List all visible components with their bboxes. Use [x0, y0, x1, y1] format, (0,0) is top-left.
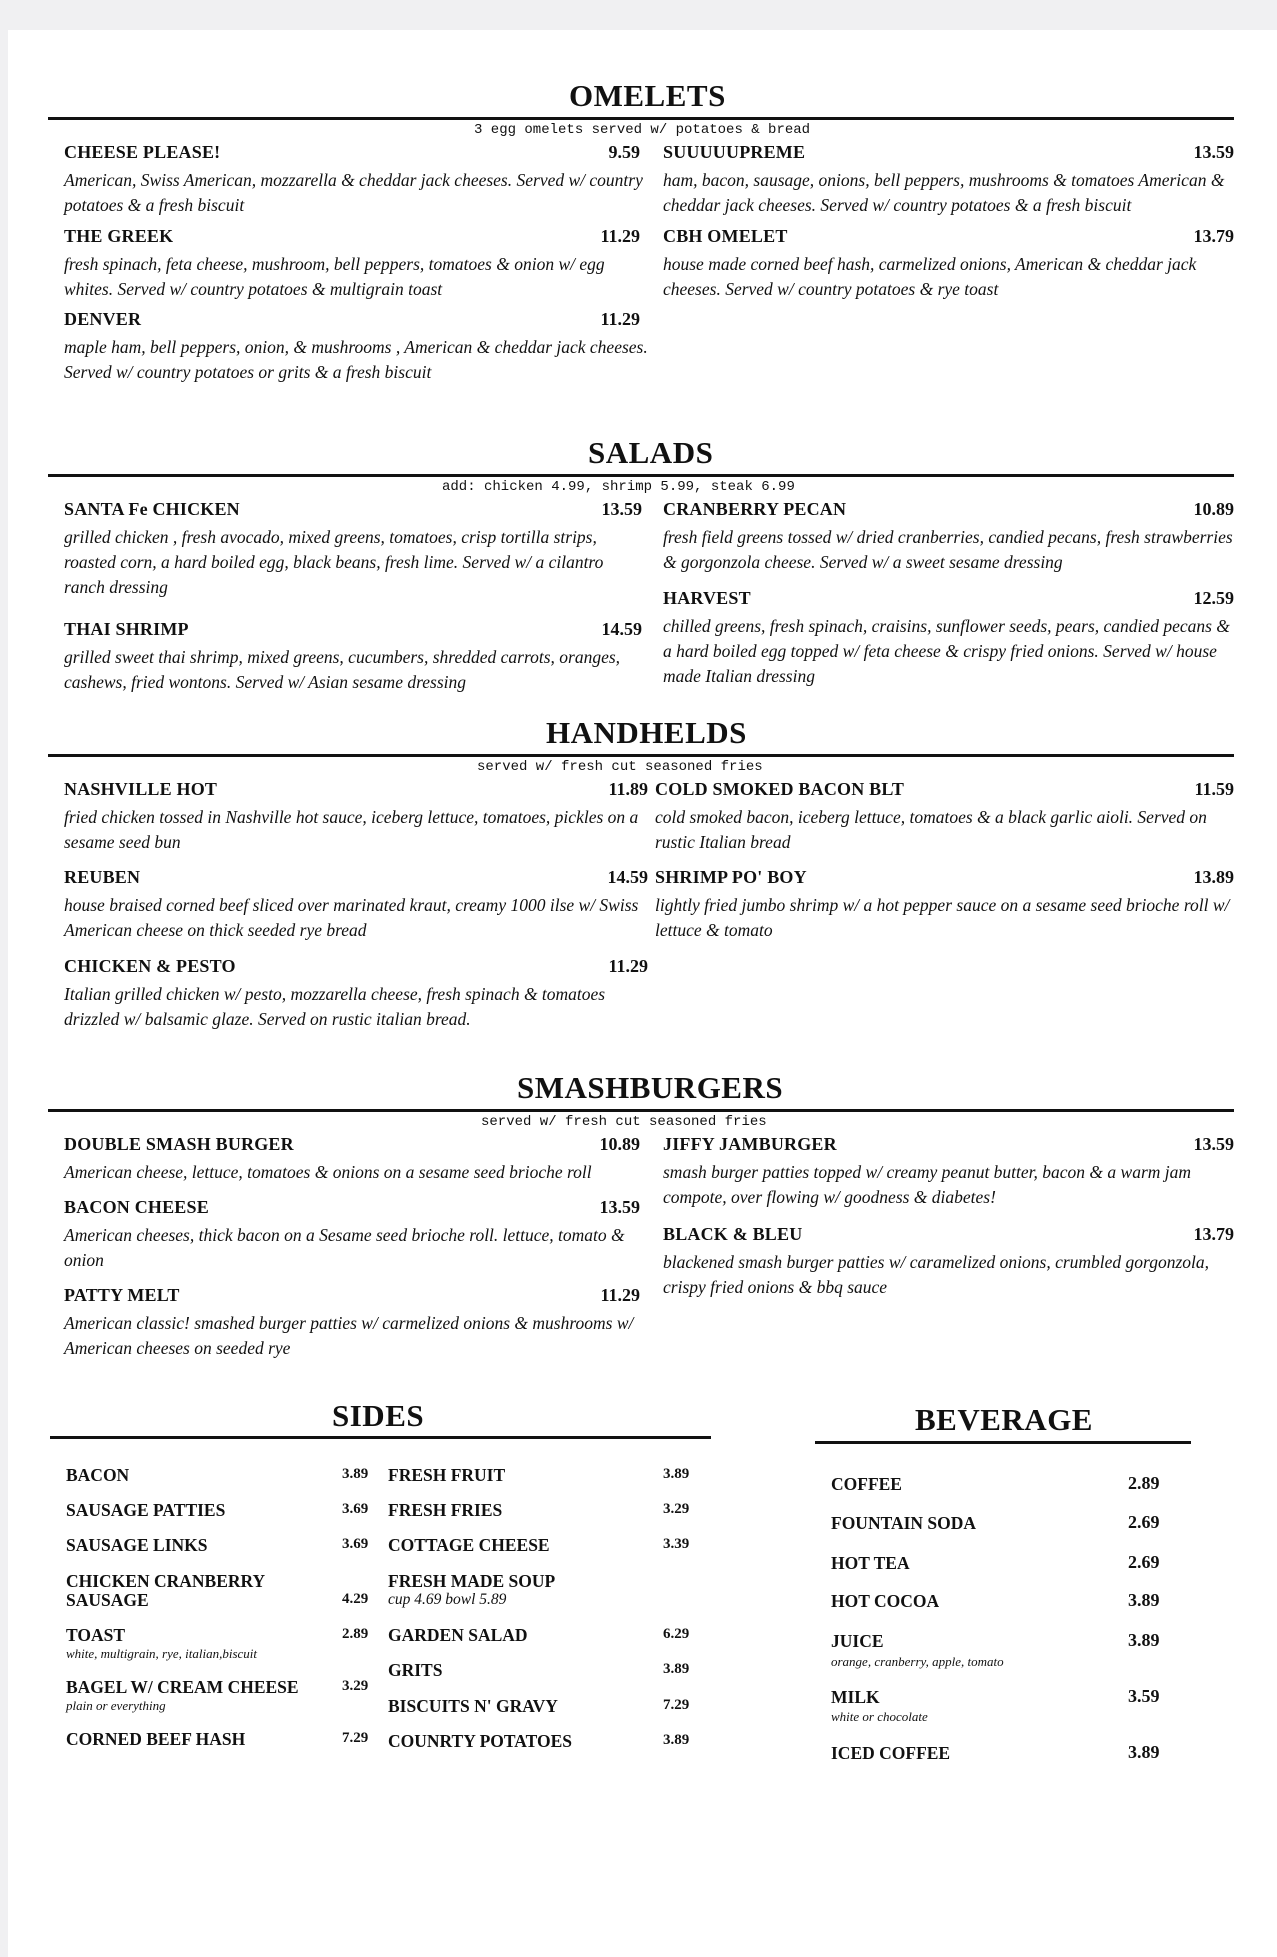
- item-price: 11.29: [600, 226, 640, 246]
- beverage-note: white or chocolate: [831, 1709, 928, 1724]
- side-name: FRESH MADE SOUP: [388, 1571, 556, 1591]
- side-price: 7.29: [663, 1697, 690, 1713]
- item-price: 11.89: [608, 779, 648, 799]
- salads-title: SALADS: [588, 435, 714, 470]
- menu-item-denver: [64, 309, 640, 337]
- item-price: 10.89: [1193, 499, 1234, 519]
- side-price: 3.89: [342, 1466, 369, 1482]
- item-description: American classic! smashed burger patties w/ carmelized onions & mushrooms w/ American cheeses on seeded rye: [64, 1313, 634, 1358]
- item-price: 13.89: [1193, 867, 1234, 887]
- item-name: SANTA Fe CHICKEN: [64, 499, 240, 519]
- item-price: 13.79: [1193, 1224, 1234, 1244]
- side-note: cup 4.69 bowl 5.89: [388, 1591, 507, 1608]
- item-name: DOUBLE SMASH BURGER: [64, 1134, 294, 1154]
- item-name: COLD SMOKED BACON BLT: [655, 779, 905, 799]
- menu-item-harvest: [663, 588, 1234, 616]
- beverage-name: HOT COCOA: [831, 1591, 940, 1611]
- omelets-rule: [48, 117, 1234, 120]
- item-price: 11.29: [608, 956, 648, 976]
- side-name: BACON: [66, 1465, 130, 1485]
- side-name: BAGEL W/ CREAM CHEESE: [66, 1677, 299, 1697]
- menu-item-double-smash-burger: [64, 1134, 640, 1162]
- side-price: 6.29: [663, 1626, 690, 1642]
- item-price: 13.59: [1193, 142, 1234, 162]
- item-name: CRANBERRY PECAN: [663, 499, 847, 519]
- item-price: 13.59: [599, 1197, 640, 1217]
- side-note: plain or everything: [66, 1698, 166, 1713]
- beverage-price: 3.89: [1128, 1590, 1160, 1610]
- side-name: GARDEN SALAD: [388, 1625, 528, 1645]
- side-name: CORNED BEEF HASH: [66, 1729, 246, 1749]
- item-price: 13.59: [601, 499, 642, 519]
- side-note: white, multigrain, rye, italian,biscuit: [66, 1646, 258, 1661]
- beverage-price: 3.59: [1128, 1686, 1160, 1706]
- smashburgers-rule: [48, 1109, 1234, 1112]
- item-price: 11.29: [600, 309, 640, 329]
- side-name-line2: SAUSAGE: [66, 1590, 149, 1610]
- side-price: 7.29: [342, 1730, 369, 1746]
- item-name: JIFFY JAMBURGER: [663, 1134, 837, 1154]
- handhelds-title: HANDHELDS: [546, 715, 747, 750]
- beverage-name: MILK: [831, 1687, 880, 1707]
- side-name: CHICKEN CRANBERRY: [66, 1571, 266, 1591]
- item-name: HARVEST: [663, 588, 751, 608]
- handhelds-rule: [48, 754, 1234, 757]
- item-description: grilled sweet thai shrimp, mixed greens, cucumbers, shredded carrots, oranges, cashews, fried wontons. Served w/ Asian sesame dressing: [64, 647, 621, 692]
- item-name: THE GREEK: [64, 226, 174, 246]
- item-description: Italian grilled chicken w/ pesto, mozzarella cheese, fresh spinach & tomatoes drizzled w/ balsamic glaze. Served on rustic italian bread.: [64, 984, 606, 1029]
- beverage-price: 2.69: [1128, 1552, 1160, 1572]
- item-name: NASHVILLE HOT: [64, 779, 218, 799]
- menu-item-cranberry-pecan: [663, 499, 1234, 527]
- item-name: DENVER: [64, 309, 142, 329]
- smashburgers-note: served w/ fresh cut seasoned fries: [481, 1114, 767, 1130]
- item-name: PATTY MELT: [64, 1285, 180, 1305]
- item-price: 10.89: [599, 1134, 640, 1154]
- beverage-name: COFFEE: [831, 1474, 902, 1494]
- side-name: COUNRTY POTATOES: [388, 1731, 572, 1751]
- side-name: FRESH FRIES: [388, 1500, 503, 1520]
- menu-item-black-bleu: [663, 1224, 1234, 1252]
- item-description: American, Swiss American, mozzarella & cheddar jack cheeses. Served w/ country potatoes & a fresh biscuit: [64, 170, 643, 215]
- menu-item-suuuuupreme: [663, 142, 1234, 170]
- item-description: cold smoked bacon, iceberg lettuce, tomatoes & a black garlic aioli. Served on rustic Italian bread: [655, 807, 1207, 852]
- item-description: fresh spinach, feta cheese, mushroom, bell peppers, tomatoes & onion w/ egg whites. Served w/ country potatoes & multigrain toast: [64, 254, 605, 299]
- menu-item-cbh-omelet: [663, 226, 1234, 254]
- beverage-rule: [815, 1441, 1191, 1444]
- side-name: GRITS: [388, 1660, 443, 1680]
- side-price: 3.89: [663, 1466, 690, 1482]
- item-description: lightly fried jumbo shrimp w/ a hot pepper sauce on a sesame seed brioche roll w/ lettuce & tomato: [655, 895, 1230, 940]
- handhelds-note: served w/ fresh cut seasoned fries: [477, 759, 763, 775]
- menu-item-patty-melt: [64, 1285, 640, 1313]
- beverage-price: 3.89: [1128, 1742, 1160, 1762]
- beverage-price: 2.89: [1128, 1473, 1160, 1493]
- item-price: 11.59: [1194, 779, 1234, 799]
- item-description: chilled greens, fresh spinach, craisins, sunflower seeds, pears, candied pecans & a hard boiled egg topped w/ feta cheese & crispy fried onions. Served w/ house made Italian dressing: [663, 616, 1230, 686]
- item-name: REUBEN: [64, 867, 141, 887]
- side-name: FRESH FRUIT: [388, 1465, 506, 1485]
- item-name: SHRIMP PO' BOY: [655, 867, 807, 887]
- side-price: 3.69: [342, 1536, 369, 1552]
- item-price: 12.59: [1193, 588, 1234, 608]
- side-price: 3.29: [342, 1678, 369, 1694]
- beverage-title: BEVERAGE: [915, 1402, 1093, 1437]
- side-price: 3.39: [663, 1536, 690, 1552]
- item-description: maple ham, bell peppers, onion, & mushrooms , American & cheddar jack cheeses. Served w/ country potatoes or grits & a fresh biscuit: [64, 337, 648, 382]
- item-price: 14.59: [601, 619, 642, 639]
- salads-rule: [48, 474, 1234, 477]
- side-name: SAUSAGE PATTIES: [66, 1500, 226, 1520]
- item-price: 13.59: [1193, 1134, 1234, 1154]
- side-price: 3.89: [663, 1661, 690, 1677]
- menu-page: [8, 30, 1277, 1957]
- sides-title: SIDES: [332, 1398, 425, 1433]
- item-name: CHEESE PLEASE!: [64, 142, 221, 162]
- side-price: 4.29: [342, 1591, 369, 1607]
- beverage-price: 2.69: [1128, 1512, 1160, 1532]
- sides-rule: [50, 1436, 711, 1439]
- menu-item-thai-shrimp: [64, 619, 642, 647]
- menu-item-reuben: [64, 867, 648, 895]
- beverage-name: FOUNTAIN SODA: [831, 1513, 977, 1533]
- beverage-price: 3.89: [1128, 1630, 1160, 1650]
- menu-item-cold-smoked-bacon-blt: [655, 779, 1234, 807]
- item-price: 13.79: [1193, 226, 1234, 246]
- side-name: SAUSAGE LINKS: [66, 1535, 208, 1555]
- menu-item-santa-fe-chicken: [64, 499, 642, 527]
- omelets-title: OMELETS: [569, 78, 726, 113]
- side-price: 3.29: [663, 1501, 690, 1517]
- item-name: CHICKEN & PESTO: [64, 956, 236, 976]
- item-description: fresh field greens tossed w/ dried cranberries, candied pecans, fresh strawberries & gorgonzola cheese. Served w/ a sweet sesame dressing: [663, 527, 1233, 572]
- menu-item-bacon-cheese: [64, 1197, 640, 1225]
- item-name: THAI SHRIMP: [64, 619, 189, 639]
- beverage-note: orange, cranberry, apple, tomato: [831, 1654, 1004, 1669]
- side-price: 3.69: [342, 1501, 369, 1517]
- menu-item-jiffy-jamburger: [663, 1134, 1234, 1162]
- item-name: BLACK & BLEU: [663, 1224, 803, 1244]
- side-name: BISCUITS N' GRAVY: [388, 1696, 558, 1716]
- item-description: ham, bacon, sausage, onions, bell peppers, mushrooms & tomatoes American & cheddar jack cheeses. Served w/ country potatoes & a fresh biscuit: [663, 170, 1225, 215]
- beverage-name: HOT TEA: [831, 1553, 910, 1573]
- item-description: fried chicken tossed in Nashville hot sauce, iceberg lettuce, tomatoes, pickles on a sesame seed bun: [64, 807, 639, 852]
- menu-item-chicken-pesto: [64, 956, 648, 984]
- item-price: 9.59: [608, 142, 640, 162]
- item-price: 11.29: [600, 1285, 640, 1305]
- item-name: CBH OMELET: [663, 226, 788, 246]
- side-price: 2.89: [342, 1626, 369, 1642]
- item-description: blackened smash burger patties w/ caramelized onions, crumbled gorgonzola, crispy fried onions & bbq sauce: [663, 1252, 1210, 1297]
- item-description: smash burger patties topped w/ creamy peanut butter, bacon & a warm jam compote, over flowing w/ goodness & diabetes!: [663, 1162, 1192, 1207]
- side-name: COTTAGE CHEESE: [388, 1535, 550, 1555]
- beverage-name: ICED COFFEE: [831, 1743, 951, 1763]
- salads-note: add: chicken 4.99, shrimp 5.99, steak 6.99: [442, 479, 795, 495]
- side-price: 3.89: [663, 1732, 690, 1748]
- menu-item-cheese-please: [64, 142, 640, 170]
- item-description: grilled chicken , fresh avocado, mixed greens, tomatoes, crisp tortilla strips, roasted corn, a hard boiled egg, black beans, fresh lime. Served w/ a cilantro ranch dressing: [64, 527, 604, 597]
- item-name: SUUUUUPREME: [663, 142, 806, 162]
- item-name: BACON CHEESE: [64, 1197, 209, 1217]
- item-price: 14.59: [607, 867, 648, 887]
- item-description: house braised corned beef sliced over marinated kraut, creamy 1000 ilse w/ Swiss American cheese on thick seeded rye bread: [64, 895, 639, 940]
- menu-item-shrimp-po-boy: [655, 867, 1234, 895]
- item-description: American cheese, lettuce, tomatoes & onions on a sesame seed brioche roll: [64, 1162, 592, 1182]
- side-name: TOAST: [66, 1625, 126, 1645]
- omelets-note: 3 egg omelets served w/ potatoes & bread: [474, 122, 811, 138]
- beverage-name: JUICE: [831, 1631, 884, 1651]
- item-description: American cheeses, thick bacon on a Sesame seed brioche roll. lettuce, tomato & onion: [64, 1225, 625, 1270]
- menu-item-nashville-hot: [64, 779, 648, 807]
- item-description: house made corned beef hash, carmelized onions, American & cheddar jack cheeses. Served w/ country potatoes & rye toast: [663, 254, 1197, 299]
- smashburgers-title: SMASHBURGERS: [517, 1070, 784, 1105]
- menu-item-the-greek: [64, 226, 640, 254]
